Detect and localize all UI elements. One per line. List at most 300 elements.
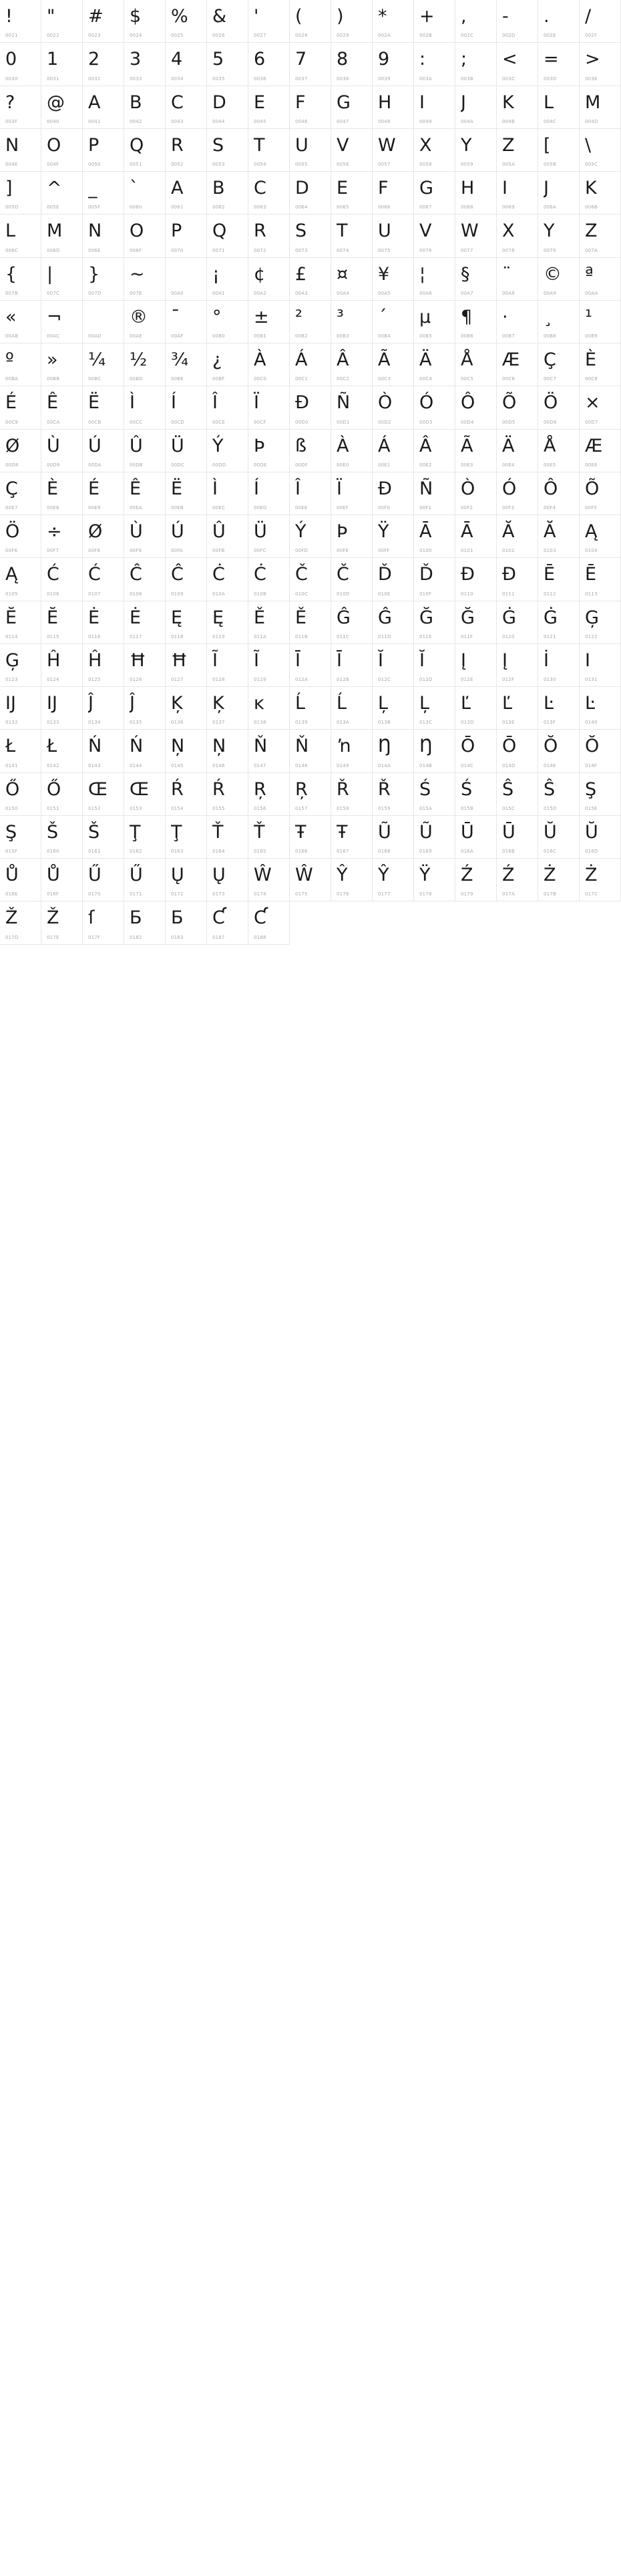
glyph-code: 007E — [130, 290, 142, 296]
glyph-cell — [41, 386, 83, 429]
glyph-cell — [455, 172, 497, 214]
glyph-code: 0149 — [337, 762, 349, 768]
glyph-cell — [414, 687, 455, 730]
glyph-char: Œ — [88, 778, 108, 800]
glyph-cell — [41, 129, 83, 172]
glyph-cell — [166, 343, 207, 386]
glyph-code: 010B — [254, 591, 266, 597]
glyph-char: Ž — [47, 907, 59, 929]
glyph-code: 0050 — [88, 162, 101, 167]
glyph-code: 006D — [47, 247, 60, 253]
glyph-cell — [248, 43, 290, 86]
glyph-code: 015E — [585, 805, 598, 811]
glyph-cell — [455, 129, 497, 172]
glyph-code: 0154 — [171, 805, 184, 811]
glyph-char: Ú — [88, 435, 101, 456]
glyph-char: Ş — [5, 821, 17, 843]
glyph-char: Ŏ — [544, 736, 558, 757]
glyph-char: ! — [5, 6, 13, 27]
glyph-code: 0059 — [461, 162, 473, 167]
glyph-code: 0176 — [337, 891, 349, 897]
glyph-cell — [207, 472, 248, 515]
glyph-cell — [207, 816, 248, 859]
glyph-char: Ø — [88, 521, 103, 542]
glyph-code: 016B — [502, 849, 515, 854]
glyph-cell — [166, 214, 207, 257]
glyph-code: 003E — [585, 76, 598, 82]
glyph-code: 00FD — [295, 548, 308, 554]
glyph-char: K — [502, 92, 514, 113]
glyph-cell — [207, 129, 248, 172]
glyph-cell — [248, 129, 290, 172]
glyph-char: X — [502, 221, 515, 242]
glyph-code: 016A — [461, 849, 473, 854]
glyph-char: ¯ — [171, 306, 180, 327]
glyph-code: 0177 — [378, 891, 391, 897]
glyph-cell — [0, 515, 41, 558]
glyph-cell — [83, 515, 124, 558]
glyph-cell — [538, 386, 580, 429]
glyph-code: 006F — [130, 247, 142, 253]
glyph-cell — [455, 472, 497, 515]
glyph-code: 00B1 — [254, 333, 266, 339]
glyph-cell — [414, 172, 455, 214]
glyph-char: Ċ — [254, 564, 266, 585]
glyph-code: 00DA — [88, 462, 101, 468]
glyph-cell — [166, 43, 207, 86]
glyph-code: 00B2 — [295, 333, 308, 339]
glyph-cell — [290, 515, 331, 558]
glyph-char: Ŋ — [419, 736, 433, 757]
glyph-code: 0030 — [5, 76, 18, 82]
glyph-cell — [83, 601, 124, 644]
glyph-code: 007D — [88, 290, 101, 296]
glyph-cell — [331, 258, 373, 301]
glyph-cell — [414, 86, 455, 129]
glyph-cell — [248, 558, 290, 601]
glyph-cell — [41, 258, 83, 301]
glyph-cell — [414, 430, 455, 472]
glyph-char: Ų — [212, 865, 226, 885]
glyph-code: 0044 — [212, 118, 225, 124]
glyph-char: Ƃ — [171, 907, 184, 929]
glyph-char: Ģ — [5, 650, 19, 671]
glyph-code: 0144 — [130, 762, 142, 768]
glyph-char: Ŕ — [212, 778, 225, 800]
glyph-cell — [455, 0, 497, 43]
glyph-code: 004C — [544, 118, 557, 124]
glyph-cell — [290, 730, 331, 772]
glyph-char: § — [461, 263, 470, 285]
glyph-cell — [83, 129, 124, 172]
glyph-char: N — [5, 134, 19, 156]
glyph-cell — [166, 86, 207, 129]
glyph-code: 011B — [295, 633, 308, 639]
glyph-code: 017D — [5, 934, 19, 940]
glyph-code: 0043 — [171, 118, 184, 124]
glyph-char: [ — [544, 134, 551, 156]
glyph-code: 00D3 — [419, 419, 433, 425]
glyph-cell — [331, 430, 373, 472]
glyph-cell — [248, 86, 290, 129]
glyph-cell — [166, 859, 207, 901]
glyph-cell — [331, 773, 373, 816]
glyph-code: 011D — [378, 633, 391, 639]
glyph-code: 00D2 — [378, 419, 391, 425]
glyph-cell — [207, 343, 248, 386]
glyph-cell — [0, 301, 41, 343]
glyph-code: 00D6 — [544, 419, 557, 425]
glyph-char: Ť — [254, 821, 265, 843]
glyph-code: 00A5 — [378, 290, 391, 296]
glyph-char: Ŧ — [295, 821, 306, 843]
glyph-char: $ — [130, 6, 142, 27]
glyph-char: Ð — [378, 478, 392, 499]
glyph-char: ) — [337, 6, 344, 27]
glyph-cell — [331, 129, 373, 172]
glyph-code: 0075 — [378, 247, 391, 253]
glyph-char: ¦ — [419, 263, 426, 285]
glyph-char: ² — [295, 306, 302, 327]
glyph-code: 00A4 — [337, 290, 349, 296]
glyph-char: Ĭ — [419, 650, 425, 671]
glyph-char: © — [544, 263, 562, 285]
glyph-cell — [166, 773, 207, 816]
glyph-char: Ê — [130, 478, 142, 499]
glyph-code: 0160 — [47, 849, 59, 854]
glyph-code: 010E — [378, 591, 391, 597]
glyph-cell — [41, 644, 83, 687]
glyph-cell — [497, 687, 538, 730]
glyph-cell — [497, 472, 538, 515]
glyph-cell — [83, 472, 124, 515]
glyph-char: Ź — [461, 865, 473, 885]
glyph-code: 00FA — [171, 548, 183, 554]
glyph-code: 0077 — [461, 247, 473, 253]
glyph-char: H — [378, 92, 392, 113]
glyph-char: Ŭ — [544, 821, 557, 843]
glyph-cell — [497, 343, 538, 386]
glyph-code: 0053 — [212, 162, 225, 167]
glyph-char: Ö — [544, 392, 558, 414]
glyph-cell — [248, 816, 290, 859]
glyph-char: G — [337, 92, 351, 113]
glyph-cell — [0, 172, 41, 214]
glyph-char: Ė — [130, 607, 142, 628]
glyph-code: 011E — [419, 633, 432, 639]
glyph-code: 0037 — [295, 76, 308, 82]
glyph-char: . — [544, 6, 550, 27]
glyph-char: Ē — [544, 564, 556, 585]
glyph-char: Ď — [378, 564, 392, 585]
glyph-cell — [290, 430, 331, 472]
glyph-code: 00BE — [171, 376, 184, 382]
glyph-char: ¡ — [212, 263, 220, 285]
glyph-code: 0025 — [171, 33, 184, 39]
glyph-char: Ò — [378, 392, 393, 414]
glyph-cell — [580, 172, 621, 214]
glyph-code: 015F — [5, 849, 18, 854]
glyph-cell — [580, 301, 621, 343]
glyph-char: ` — [130, 178, 139, 198]
glyph-cell — [207, 43, 248, 86]
glyph-code: 0029 — [337, 33, 349, 39]
glyph-char: < — [502, 49, 518, 70]
glyph-code: 0104 — [585, 548, 598, 554]
glyph-code: 00B6 — [461, 333, 473, 339]
glyph-cell — [538, 601, 580, 644]
glyph-code: 0103 — [544, 548, 556, 554]
glyph-cell — [124, 386, 166, 429]
glyph-cell — [580, 0, 621, 43]
glyph-cell — [373, 86, 414, 129]
glyph-cell — [0, 472, 41, 515]
glyph-char: ¥ — [378, 263, 390, 285]
glyph-code: 00D7 — [585, 419, 598, 425]
glyph-char: ß — [295, 435, 307, 456]
glyph-char: F — [378, 178, 389, 198]
glyph-code: 0147 — [254, 762, 266, 768]
glyph-code: 010F — [419, 591, 432, 597]
glyph-cell — [538, 687, 580, 730]
glyph-code: 0105 — [5, 591, 18, 597]
glyph-cell — [290, 301, 331, 343]
glyph-char: Ħ — [171, 650, 188, 671]
glyph-char: Ï — [254, 392, 259, 414]
glyph-cell — [497, 43, 538, 86]
glyph-char: Ő — [5, 778, 20, 800]
glyph-code: 00AA — [585, 290, 598, 296]
glyph-char: E — [254, 92, 266, 113]
glyph-cell — [124, 601, 166, 644]
glyph-code: 00EC — [212, 505, 226, 511]
glyph-char: Þ — [254, 435, 265, 456]
glyph-code: 003B — [461, 76, 473, 82]
glyph-char: D — [295, 178, 309, 198]
glyph-char: Ľ — [461, 693, 471, 714]
glyph-code: 00DF — [295, 462, 308, 468]
glyph-code: 00E0 — [337, 462, 349, 468]
glyph-char: W — [461, 221, 479, 242]
glyph-cell — [455, 43, 497, 86]
glyph-char: \ — [585, 134, 592, 156]
glyph-cell — [248, 430, 290, 472]
glyph-code: 0139 — [295, 720, 308, 726]
glyph-code: 0152 — [88, 805, 101, 811]
glyph-char: Ō — [502, 736, 517, 757]
glyph-code: 0039 — [378, 76, 391, 82]
glyph-cell — [124, 816, 166, 859]
glyph-cell — [41, 859, 83, 901]
glyph-cell — [538, 558, 580, 601]
glyph-cell — [497, 86, 538, 129]
glyph-code: 0108 — [130, 591, 142, 597]
glyph-cell — [124, 558, 166, 601]
glyph-code: 0120 — [502, 633, 515, 639]
glyph-code: 0169 — [419, 849, 432, 854]
glyph-cell — [83, 773, 124, 816]
glyph-cell — [0, 901, 41, 944]
glyph-cell — [373, 472, 414, 515]
glyph-cell — [414, 43, 455, 86]
glyph-code: 0174 — [254, 891, 266, 897]
glyph-cell — [166, 386, 207, 429]
glyph-char: Ī — [337, 650, 342, 671]
glyph-code: 00A8 — [502, 290, 515, 296]
glyph-code: 00C5 — [461, 376, 474, 382]
glyph-char: Ÿ — [378, 521, 389, 542]
glyph-char: } — [88, 263, 100, 285]
glyph-code: 00E5 — [544, 462, 556, 468]
glyph-code: 0119 — [212, 633, 225, 639]
glyph-code: 00FC — [254, 548, 266, 554]
glyph-code: 0100 — [419, 548, 432, 554]
glyph-char: × — [585, 392, 600, 414]
glyph-code: 00DD — [212, 462, 226, 468]
glyph-cell — [455, 301, 497, 343]
glyph-char: µ — [419, 306, 431, 327]
glyph-char: Ŀ — [585, 693, 596, 714]
glyph-code: 004A — [461, 118, 473, 124]
glyph-code: 005B — [544, 162, 556, 167]
glyph-char: Ē — [585, 564, 597, 585]
glyph-cell — [455, 86, 497, 129]
glyph-code: 011F — [461, 633, 473, 639]
glyph-char: Ż — [544, 865, 556, 885]
glyph-cell — [497, 730, 538, 772]
glyph-cell — [538, 343, 580, 386]
glyph-code: 00E4 — [502, 462, 515, 468]
glyph-code: 002A — [378, 33, 391, 39]
glyph-char: « — [5, 306, 17, 327]
glyph-code: 0101 — [461, 548, 473, 554]
glyph-code: 0041 — [88, 118, 101, 124]
glyph-cell — [373, 43, 414, 86]
glyph-char: Ļ — [378, 693, 389, 714]
glyph-code: 0024 — [130, 33, 142, 39]
glyph-char: Ł — [47, 736, 57, 757]
glyph-char: Ś — [419, 778, 431, 800]
glyph-cell — [455, 687, 497, 730]
glyph-code: 00B5 — [419, 333, 432, 339]
glyph-cell — [83, 558, 124, 601]
glyph-cell — [207, 859, 248, 901]
glyph-char: È — [585, 349, 597, 370]
glyph-code: 0187 — [212, 934, 225, 940]
glyph-code: 012D — [419, 677, 433, 682]
glyph-cell — [373, 129, 414, 172]
glyph-char: Î — [295, 478, 300, 499]
glyph-cell — [124, 687, 166, 730]
glyph-char: D — [212, 92, 226, 113]
glyph-cell — [455, 730, 497, 772]
glyph-code: 007A — [585, 247, 598, 253]
glyph-code: 002F — [585, 33, 598, 39]
glyph-char: M — [585, 92, 601, 113]
glyph-char: Ę — [212, 607, 224, 628]
glyph-cell — [0, 601, 41, 644]
glyph-char: Š — [47, 821, 59, 843]
glyph-code: 00B8 — [544, 333, 556, 339]
glyph-char: 3 — [130, 49, 142, 70]
glyph-cell — [373, 0, 414, 43]
glyph-cell — [290, 859, 331, 901]
glyph-code: 010C — [295, 591, 308, 597]
glyph-code: 016C — [544, 849, 557, 854]
glyph-char: X — [419, 134, 432, 156]
glyph-cell — [414, 816, 455, 859]
glyph-char: Á — [295, 349, 308, 370]
glyph-char: Ů — [47, 865, 60, 885]
glyph-cell — [497, 214, 538, 257]
glyph-cell — [41, 43, 83, 86]
glyph-char: Ų — [171, 865, 184, 885]
glyph-char: Ū — [502, 821, 515, 843]
glyph-cell — [41, 86, 83, 129]
glyph-char: Ĳ — [47, 693, 57, 714]
glyph-char: Â — [419, 435, 432, 456]
glyph-cell — [580, 515, 621, 558]
glyph-code: 00F2 — [461, 505, 473, 511]
glyph-char: Ą — [5, 564, 18, 585]
glyph-code: 003F — [5, 118, 18, 124]
glyph-char: Z — [585, 221, 598, 242]
glyph-cell — [331, 730, 373, 772]
glyph-cell — [455, 258, 497, 301]
glyph-char: I — [419, 92, 425, 113]
glyph-code: 0141 — [5, 762, 18, 768]
glyph-cell — [373, 214, 414, 257]
glyph-char: Ŧ — [337, 821, 348, 843]
glyph-cell — [290, 773, 331, 816]
glyph-char — [171, 262, 204, 287]
glyph-char: Ì — [212, 478, 218, 499]
glyph-char: { — [5, 263, 17, 285]
glyph-code: 0107 — [88, 591, 101, 597]
glyph-cell — [166, 601, 207, 644]
glyph-code: 0076 — [419, 247, 432, 253]
glyph-code: 0167 — [337, 849, 349, 854]
glyph-char: Ţ — [171, 821, 182, 843]
glyph-char: Q — [130, 134, 144, 156]
glyph-code: 0035 — [212, 76, 225, 82]
glyph-code: 0159 — [378, 805, 391, 811]
glyph-cell — [166, 258, 207, 301]
glyph-char: ³ — [337, 306, 344, 327]
glyph-code: 0021 — [5, 33, 18, 39]
glyph-cell — [166, 644, 207, 687]
glyph-char: 5 — [212, 49, 224, 70]
glyph-char: Đ — [502, 564, 516, 585]
glyph-char: Å — [544, 435, 556, 456]
glyph-cell — [373, 343, 414, 386]
glyph-code: 017C — [585, 891, 598, 897]
glyph-code: 0073 — [295, 247, 308, 253]
glyph-char: Ƃ — [130, 907, 142, 929]
glyph-cell — [331, 172, 373, 214]
glyph-cell — [83, 687, 124, 730]
glyph-code: 0130 — [544, 677, 556, 682]
glyph-cell — [538, 258, 580, 301]
glyph-char: J — [461, 92, 466, 113]
glyph-code: 0125 — [88, 677, 101, 682]
glyph-cell — [207, 773, 248, 816]
glyph-char: ¼ — [88, 349, 106, 370]
glyph-code: 00D5 — [502, 419, 515, 425]
glyph-char: » — [47, 349, 58, 370]
glyph-cell — [497, 644, 538, 687]
glyph-cell — [41, 687, 83, 730]
